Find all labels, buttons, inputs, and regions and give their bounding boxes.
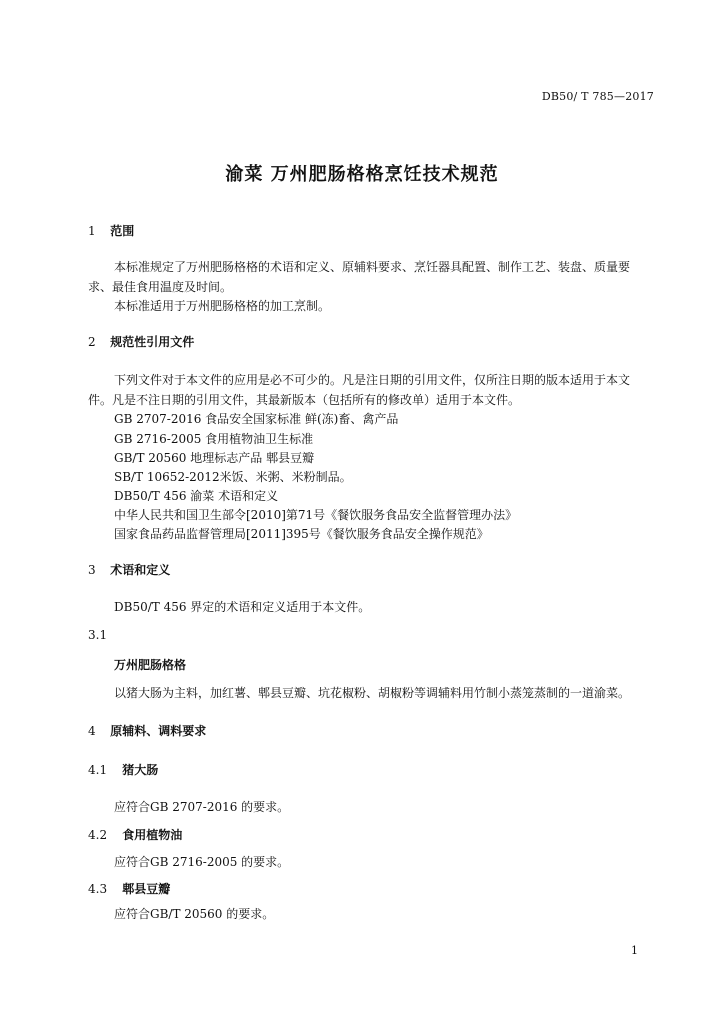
reference-item: GB/T 20560 地理标志产品 郫县豆瓣	[114, 451, 315, 465]
section-title: 术语和定义	[110, 563, 171, 577]
page-number: 1	[631, 944, 638, 957]
subsection-4-3-heading	[88, 880, 170, 897]
requirement-text: 应符合GB 2716-2005 的要求。	[114, 855, 290, 869]
scope-paragraph-2: 本标准适用于万州肥肠格格的加工烹制。	[114, 299, 331, 313]
references-intro-line-2: 件。凡是不注日期的引用文件，其最新版本（包括所有的修改单）适用于本文件。	[88, 393, 521, 407]
reference-item: GB 2716-2005 食用植物油卫生标准	[114, 432, 314, 446]
subsection-number: 4.3	[88, 882, 108, 896]
section-number: 1	[88, 224, 96, 238]
reference-item: SB/T 10652-2012米饭、米粥、米粉制品。	[114, 470, 352, 484]
section-title: 原辅料、调料要求	[110, 724, 207, 738]
subsection-title: 食用植物油	[122, 828, 183, 842]
section-1-heading	[88, 222, 134, 239]
scope-paragraph-line-1: 本标准规定了万州肥肠格格的术语和定义、原辅料要求、烹饪器具配置、制作工艺、装盘、质量要	[114, 260, 631, 274]
subsection-title: 郫县豆瓣	[122, 882, 171, 896]
document-title: 渝菜 万州肥肠格格烹饪技术规范	[225, 164, 499, 185]
subsection-4-1-heading	[88, 761, 158, 778]
section-3-heading	[88, 561, 170, 578]
references-intro-line-1: 下列文件对于本文件的应用是必不可少的。凡是注日期的引用文件，仅所注日期的版本适用于本文	[114, 373, 631, 387]
scope-paragraph-line-2: 求、最佳食用温度及时间。	[88, 280, 233, 294]
subsection-number: 4.1	[88, 763, 108, 777]
section-number: 3	[88, 563, 96, 577]
reference-item: GB 2707-2016 食品安全国家标准 鲜(冻)畜、禽产品	[114, 412, 399, 426]
requirement-text: 应符合GB 2707-2016 的要求。	[114, 800, 290, 814]
reference-item: 国家食品药品监督管理局[2011]395号《餐饮服务食品安全操作规范》	[114, 527, 489, 541]
requirement-text: 应符合GB/T 20560 的要求。	[114, 907, 275, 921]
reference-item: DB50/T 456 渝菜 术语和定义	[114, 489, 279, 503]
terms-paragraph: DB50/T 456 界定的术语和定义适用于本文件。	[114, 600, 371, 614]
standard-number: DB50/ T 785—2017	[541, 90, 654, 103]
section-number: 4	[88, 724, 96, 738]
section-number: 2	[88, 335, 96, 349]
section-title: 规范性引用文件	[110, 335, 195, 349]
subsection-4-2-heading	[88, 826, 182, 843]
section-2-heading	[88, 333, 194, 350]
subsection-number: 3.1	[88, 628, 108, 642]
term-definition: 以猪大肠为主料，加红薯、郫县豆瓣、坑花椒粉、胡椒粉等调辅料用竹制小蒸笼蒸制的一道渝菜。	[114, 686, 631, 700]
section-4-heading	[88, 722, 206, 739]
section-title: 范围	[110, 224, 135, 238]
subsection-title: 猪大肠	[122, 763, 159, 777]
subsection-number: 4.2	[88, 828, 108, 842]
term-name: 万州肥肠格格	[114, 658, 187, 672]
reference-item: 中华人民共和国卫生部令[2010]第71号《餐饮服务食品安全监督管理办法》	[114, 508, 518, 522]
